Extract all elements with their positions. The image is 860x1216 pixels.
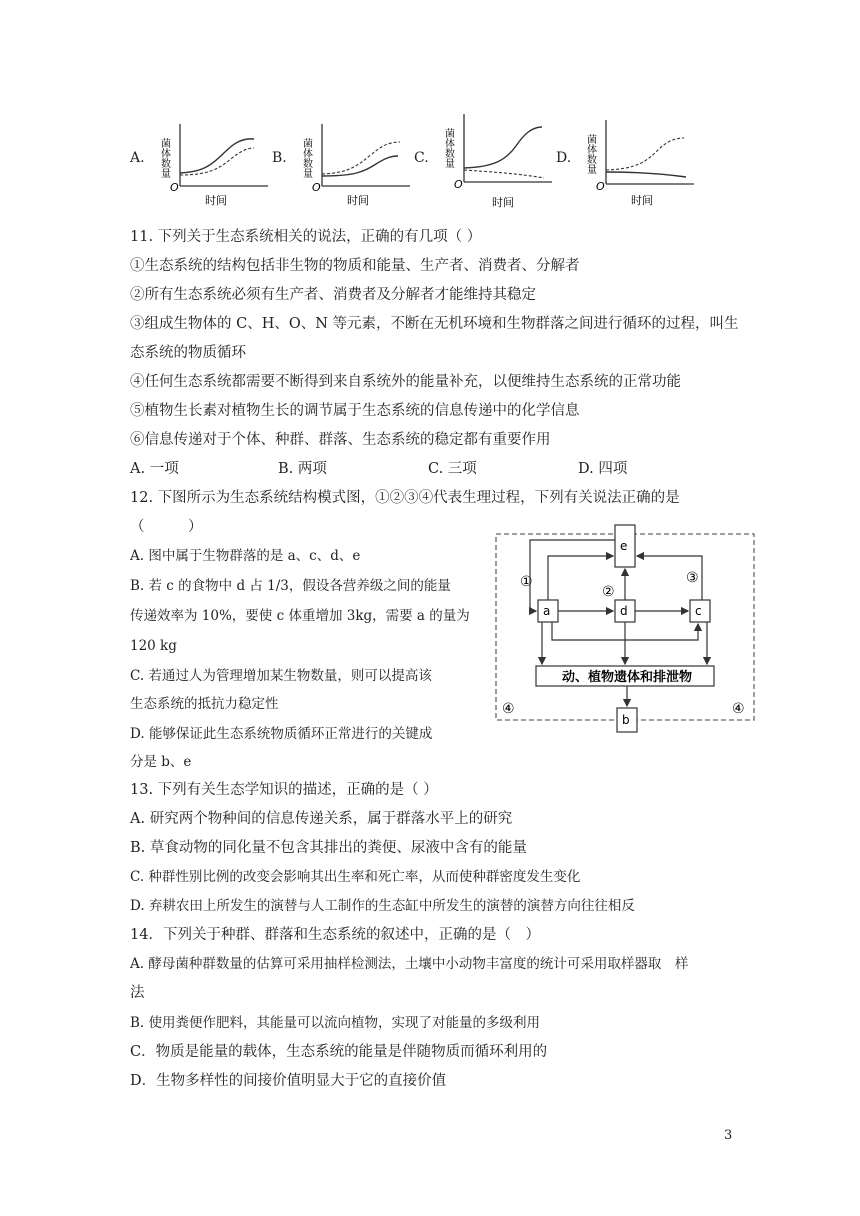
question-12-option-d: D. 能够保证此生态系统物质循环正常进行的关键成 [130,726,433,742]
page-number: 3 [724,1128,733,1143]
graph-option-d-label: D. [556,150,572,166]
solid-curve [606,172,686,177]
question-11-choice-c: C. 三项 [428,461,477,477]
origin-label: O [170,181,179,194]
svg-text:O: O [312,181,321,194]
dashed-curve [606,138,684,170]
question-13-stem: 13. 下列有关生态学知识的描述，正确的是（ ） [130,782,438,798]
question-12-option-b: B. 若 c 的食物中 d 占 1/3，假设各营养级之间的能量 [130,578,451,594]
svg-text:O: O [596,180,605,193]
graph-a [150,118,272,210]
question-14-choice-c: C．物质是能量的载体，生态系统的能量是伴随物质而循环利用的 [130,1044,548,1060]
question-12-option-a: A. 图中属于生物群落的是 a、c、d、e [130,548,361,564]
svg-text:时间: 时间 [347,194,369,207]
x-axis-label: 时间 [205,194,227,207]
question-11-item-5: ⑤植物生长素对植物生长的调节属于生态系统的信息传递中的化学信息 [130,403,580,419]
graph-d [576,114,698,210]
graph-b [292,118,414,210]
svg-text:O: O [454,178,463,191]
process-4-label-left: ④ [502,701,515,717]
svg-text:菌体数量: 菌体数量 [442,128,454,168]
svg-text:时间: 时间 [631,194,653,207]
question-12-stem: 12. 下图所示为生态系统结构模式图，①②③④代表生理过程，下列有关说法正确的是 [130,490,680,506]
y-axis-label: 菌体数量 [158,138,170,178]
question-12-option-b-cont1: 传递效率为 10%，要使 c 体重增加 3kg，需要 a 的量为 [130,608,470,624]
question-11-choice-d: D. 四项 [578,461,628,477]
graph-option-a-label: A. [130,150,145,166]
process-3-label: ③ [686,570,699,586]
question-14-choice-b: B. 使用粪便作肥料，其能量可以流向植物，实现了对能量的多级利用 [130,1015,541,1031]
question-11-item-6: ⑥信息传递对于个体、种群、群落、生态系统的稳定都有重要作用 [130,432,551,448]
process-2-label: ② [602,584,615,600]
question-11-item-1: ①生态系统的结构包括非生物的物质和能量、生产者、消费者、分解者 [130,258,580,274]
question-11-item-2: ②所有生态系统必须有生产者、消费者及分解者才能维持其稳定 [130,287,536,303]
svg-text:时间: 时间 [492,196,514,209]
dashed-curve [180,148,254,175]
graph-c [434,110,556,210]
question-14-choice-a: A. 酵母菌种群数量的估算可采用抽样检测法，土壤中小动物丰富度的统计可采用取样器取 样 [130,956,689,972]
node-e-label: e [620,539,628,553]
graph-option-c-label: C. [414,150,429,166]
solid-curve [464,127,542,168]
question-11-stem: 11. 下列关于生态系统相关的说法，正确的有几项（ ） [130,229,482,245]
question-12-option-b-cont2: 120 kg [130,638,177,654]
question-12-option-c-cont: 生态系统的抵抗力稳定性 [130,696,279,712]
ecosystem-diagram [490,520,760,740]
question-13-choice-c: C. 种群性别比例的改变会影响其出生率和死亡率，从而使种群密度发生变化 [130,869,581,885]
question-11-choice-b: B. 两项 [278,461,327,477]
question-12-option-d-cont: 分是 b、e [130,754,192,770]
question-14-choice-d: D．生物多样性的间接价值明显大于它的直接价值 [130,1073,447,1089]
question-12-paren: （ ） [130,519,203,535]
question-14-stem: 14．下列关于种群、群落和生态系统的叙述中，正确的是（ ） [130,927,540,943]
question-13-choice-b: B. 草食动物的同化量不包含其排出的粪便、尿液中含有的能量 [130,840,527,856]
node-d-label: d [620,604,628,618]
question-13-choice-a: A. 研究两个物种间的信息传递关系，属于群落水平上的研究 [130,811,513,827]
process-4-label-right: ④ [732,701,745,717]
node-b-label: b [622,713,630,727]
remains-box-label: 动、植物遗体和排泄物 [562,670,693,685]
question-11-item-3-cont: 态系统的物质循环 [130,345,246,361]
question-13-choice-d: D. 弃耕农田上所发生的演替与人工制作的生态缸中所发生的演替的演替方向往往相反 [130,898,635,914]
node-c-label: c [695,604,702,618]
graph-option-b-label: B. [272,150,287,166]
question-11-item-4: ④任何生态系统都需要不断得到来自系统外的能量补充，以便维持生态系统的正常功能 [130,374,681,390]
question-11-item-3: ③组成生物体的 C、H、O、N 等元素，不断在无机环境和生物群落之间进行循环的过程，叫生 [130,316,739,332]
node-a-label: a [543,604,551,618]
question-14-choice-a-cont: 法 [130,985,145,1001]
dashed-curve [464,170,544,178]
question-11-choice-a: A. 一项 [130,461,179,477]
process-1-label: ① [520,574,533,590]
svg-text:菌体数量: 菌体数量 [300,138,312,178]
question-12-option-c: C. 若通过人为管理增加某生物数量，则可以提高该 [130,668,432,684]
svg-text:菌体数量: 菌体数量 [584,134,596,174]
